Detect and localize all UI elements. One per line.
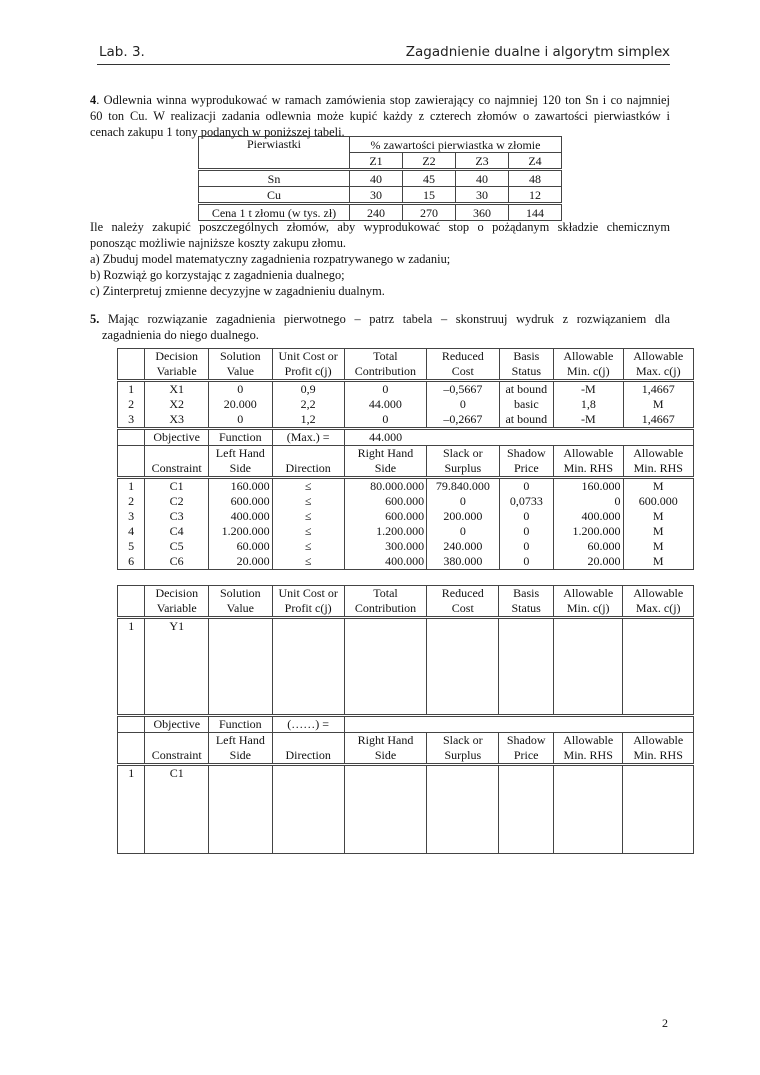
- task5-intro: [90, 311, 670, 343]
- constraint-header-row: [118, 446, 694, 478]
- table-row: 1 C1 160.000 ≤ 80.000.000 79.840.000 0 160.000 M: [118, 478, 694, 495]
- objective-value: [344, 716, 426, 733]
- col-allowable-min-rhs-2: Allowable Min. RHS: [623, 446, 693, 478]
- blank-cell: [344, 618, 426, 716]
- col-allowable-min-rhs: Allowable Min. RHS: [553, 733, 623, 765]
- task4-question-line-2: ponosząc możliwie najniższe koszty zakupu złomu.: [90, 236, 346, 250]
- subheader-z2: Z2: [403, 153, 456, 170]
- blank-cell: [553, 618, 623, 716]
- task4-intro-line-2: 60 ton Cu. W realizacji zadania odlewnia może kupić każdy z czterech złomów o zawartości pierwiastków i: [90, 109, 670, 123]
- scrap-composition-table: [198, 136, 562, 221]
- col-constraint: Constraint: [145, 733, 209, 765]
- col-reduced-cost: Reduced Cost: [427, 349, 499, 381]
- primal-solution-table: [117, 348, 694, 570]
- objective-function-row: Objective Function (……) =: [118, 716, 694, 733]
- col-allowable-max: Allowable Max. c(j): [623, 349, 693, 381]
- objective-function-row: Objective Function (Max.) = 44.000: [118, 429, 694, 446]
- task4-question: [90, 219, 670, 299]
- blank-cell: [272, 618, 344, 716]
- page-header: [97, 42, 670, 65]
- task4-item-a: a) Zbuduj model matematyczny zagadnienia rozpatrywanego w zadaniu;: [90, 252, 451, 266]
- page-number: 2: [662, 1016, 668, 1030]
- task5-line-2: zagadnienia do niego dualnego.: [102, 328, 259, 342]
- col-basis-status: Basis Status: [499, 586, 554, 618]
- task4-intro-line-1: 4. Odlewnia winna wyprodukować w ramach zamówienia stop zawierający co najmniej 120 ton Sn i co najmniej: [90, 93, 670, 107]
- task4-item-b: b) Rozwiąż go korzystając z zagadnienia dualnego;: [90, 268, 345, 282]
- task4-number: 4: [90, 93, 97, 107]
- subheader-z3: Z3: [456, 153, 509, 170]
- col-direction: Direction: [272, 446, 344, 478]
- blank-cell: [209, 618, 272, 716]
- col-decision-variable: Decision Variable: [145, 586, 209, 618]
- table-row: 2 C2 600.000 ≤ 600.000 0 0,0733 0 600.000: [118, 494, 694, 509]
- subheader-z1: Z1: [350, 153, 403, 170]
- blank-cell: [499, 618, 554, 716]
- blank-cell: [553, 765, 623, 854]
- table-row: 4 C4 1.200.000 ≤ 1.200.000 0 0 1.200.000 M: [118, 524, 694, 539]
- table-row: 5 C5 60.000 ≤ 300.000 240.000 0 60.000 M: [118, 539, 694, 554]
- objective-value: 44.000: [344, 429, 426, 446]
- col-allowable-min-rhs: Allowable Min. RHS: [554, 446, 623, 478]
- col-unit-cost: Unit Cost or Profit c(j): [272, 586, 344, 618]
- task4-intro: [90, 92, 670, 140]
- task5-line-1: 5. Mając rozwiązanie zagadnienia pierwotnego – patrz tabela – skonstruuj wydruk z rozwiązaniem dla: [90, 312, 670, 326]
- col-total-contribution: Total Contribution: [344, 586, 426, 618]
- col-rhs: Right Hand Side: [344, 733, 426, 765]
- blank-cell: [209, 765, 272, 854]
- blank-cell: [272, 765, 344, 854]
- constraint-header-row: [118, 733, 694, 765]
- col-direction: Direction: [272, 733, 344, 765]
- col-slack: Slack or Surplus: [427, 733, 499, 765]
- header-lab-label: Lab. 3.: [99, 44, 145, 60]
- col-constraint: Constraint: [145, 446, 209, 478]
- table-row-price: Cena 1 t złomu (w tys. zł) 240 270 360 144: [199, 204, 562, 221]
- col-decision-variable: Decision Variable: [145, 349, 209, 381]
- col-solution-value: Solution Value: [209, 586, 272, 618]
- col-allowable-min: Allowable Min. c(j): [553, 586, 623, 618]
- table-row-cu: Cu 30 15 30 12: [199, 187, 562, 204]
- table-row-y1: 1 Y1: [118, 618, 694, 716]
- table-row: 6 C6 20.000 ≤ 400.000 380.000 0 20.000 M: [118, 554, 694, 570]
- blank-cell: [623, 618, 694, 716]
- col-lhs: Left Hand Side: [209, 446, 273, 478]
- col-unit-cost: Unit Cost or Profit c(j): [272, 349, 344, 381]
- table-row: 2 X2 20.000 2,2 44.000 0 basic 1,8 M: [118, 397, 694, 412]
- table-row: 3 X3 0 1,2 0 –0,2667 at bound -M 1,4667: [118, 412, 694, 429]
- blank-cell: [499, 765, 554, 854]
- col-slack: Slack or Surplus: [427, 446, 499, 478]
- variable-header-row: [118, 586, 694, 618]
- col-shadow-price: Shadow Price: [499, 733, 554, 765]
- col-allowable-max: Allowable Max. c(j): [623, 586, 694, 618]
- table-row-c1: 1 C1: [118, 765, 694, 854]
- col-reduced-cost: Reduced Cost: [427, 586, 499, 618]
- group-header-percentage: % zawartości pierwiastka w złomie: [350, 137, 562, 153]
- table-row-sn: Sn 40 45 40 48: [199, 170, 562, 187]
- blank-cell: [427, 765, 499, 854]
- subheader-z4: Z4: [509, 153, 562, 170]
- col-allowable-min: Allowable Min. c(j): [554, 349, 623, 381]
- blank-cell: [623, 765, 694, 854]
- col-total-contribution: Total Contribution: [344, 349, 426, 381]
- blank-cell: [344, 765, 426, 854]
- col-rhs: Right Hand Side: [344, 446, 426, 478]
- task5-number: 5.: [90, 312, 100, 326]
- header-title: Zagadnienie dualne i algorytm simplex: [405, 44, 670, 60]
- task4-question-line-1: Ile należy zakupić poszczególnych złomów, aby wyprodukować stop o pożądanym składzie chemicznym: [90, 220, 670, 234]
- col-header-elements: Pierwiastki: [199, 137, 350, 170]
- col-solution-value: Solution Value: [209, 349, 273, 381]
- table-row: 1 X1 0 0,9 0 –0,5667 at bound -M 1,4667: [118, 381, 694, 398]
- dual-solution-table: [117, 585, 694, 854]
- blank-cell: [427, 618, 499, 716]
- col-lhs: Left Hand Side: [209, 733, 272, 765]
- table-row: 3 C3 400.000 ≤ 600.000 200.000 0 400.000 M: [118, 509, 694, 524]
- col-basis-status: Basis Status: [499, 349, 554, 381]
- task4-intro-line-3: cenach zakupu 1 tony podanych w poniższej tabeli.: [90, 125, 345, 139]
- col-allowable-min-rhs-2: Allowable Min. RHS: [623, 733, 694, 765]
- task4-item-c: c) Zinterpretuj zmienne decyzyjne w zagadnieniu dualnym.: [90, 284, 385, 298]
- col-shadow-price: Shadow Price: [499, 446, 554, 478]
- variable-header-row: [118, 349, 694, 381]
